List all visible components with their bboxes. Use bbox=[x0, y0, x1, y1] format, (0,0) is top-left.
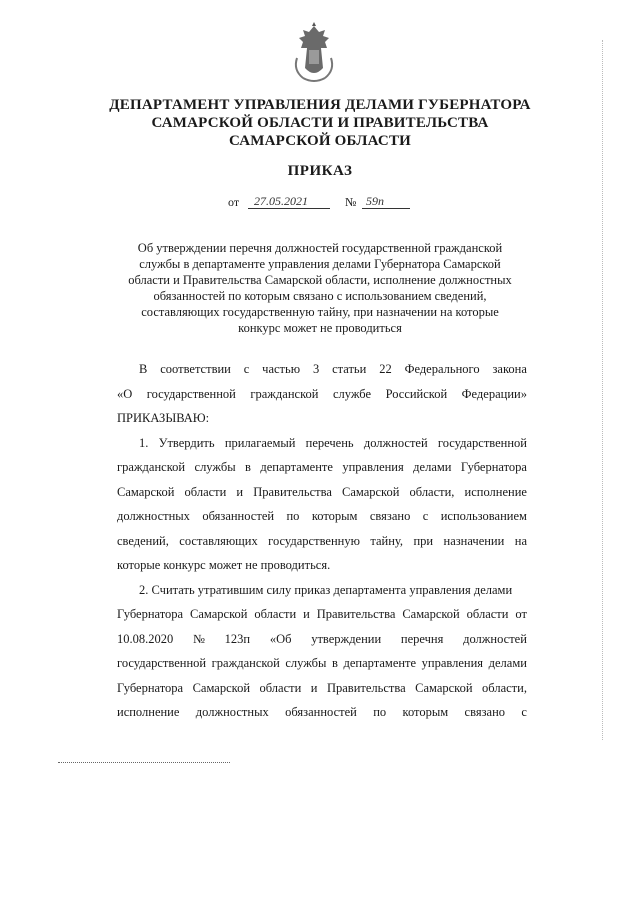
footnote-separator bbox=[58, 762, 230, 763]
body-word: связано bbox=[369, 509, 411, 523]
body-line bbox=[117, 700, 527, 725]
body-word: 123п bbox=[224, 631, 251, 646]
body-word: должностных bbox=[117, 509, 190, 523]
body-word: статьи bbox=[332, 362, 367, 376]
body-word: службе bbox=[332, 386, 372, 401]
body-word: в bbox=[245, 460, 251, 474]
body-word: назначении bbox=[443, 533, 505, 548]
body-word: департаменте bbox=[260, 460, 333, 474]
body-word: департаменте bbox=[343, 656, 417, 670]
body-word: использованием bbox=[440, 509, 527, 523]
body-word: Утвердить bbox=[158, 435, 215, 450]
body-word: 2. Считать утратившим силу приказ департамента управления делами bbox=[139, 582, 513, 597]
body-word: и bbox=[236, 484, 244, 499]
body-word: Самарской bbox=[402, 607, 460, 621]
body-word: Российской bbox=[385, 386, 448, 401]
body-word: управления bbox=[342, 460, 404, 474]
body-word: с bbox=[521, 705, 527, 719]
body-line bbox=[117, 504, 527, 529]
body-word: службы bbox=[285, 656, 327, 670]
body-line bbox=[117, 529, 527, 554]
body-word: должностных bbox=[195, 705, 269, 719]
body-word: Федерального bbox=[404, 362, 480, 376]
body-word: которым bbox=[402, 705, 449, 719]
body-word: области, bbox=[482, 680, 527, 695]
body-word: № bbox=[192, 631, 205, 646]
body-word: по bbox=[286, 509, 300, 523]
date-value: 27.05.2021 bbox=[254, 194, 308, 208]
body-word: Самарской bbox=[190, 607, 248, 621]
body-word: области, bbox=[409, 484, 455, 499]
body-word: В bbox=[139, 362, 148, 376]
body-word: Губернатора bbox=[117, 680, 184, 695]
body-word: Правительства bbox=[253, 484, 332, 499]
body-word: должностей bbox=[363, 435, 428, 450]
body-line bbox=[117, 431, 527, 456]
department-line: САМАРСКОЙ ОБЛАСТИ И ПРАВИТЕЛЬСТВА bbox=[151, 115, 489, 131]
body-word: Губернатора bbox=[460, 460, 527, 474]
body-word: Федерации» bbox=[461, 386, 527, 401]
body-word: Губернатора bbox=[117, 607, 184, 621]
body-line bbox=[117, 382, 527, 407]
body-word: 1. bbox=[139, 435, 149, 450]
body-word: тайну, bbox=[370, 533, 404, 548]
body-word: сведений, bbox=[117, 533, 169, 548]
body-line bbox=[117, 578, 527, 603]
body-word: на bbox=[514, 533, 527, 548]
body-word: закона bbox=[492, 362, 527, 376]
document-body bbox=[117, 357, 527, 725]
body-word: частью bbox=[262, 362, 301, 376]
body-word: связано bbox=[464, 705, 506, 719]
body-word: Самарской bbox=[192, 680, 251, 695]
subject-line: конкурс может не проводиться bbox=[238, 321, 402, 335]
body-word: области bbox=[466, 607, 509, 621]
date-label: от bbox=[228, 195, 240, 209]
body-word: «О bbox=[117, 386, 133, 401]
body-word: 10.08.2020 bbox=[117, 631, 174, 646]
body-word: должностей bbox=[463, 631, 527, 646]
body-word: делами bbox=[488, 656, 527, 670]
body-line bbox=[117, 480, 527, 505]
body-word: перечня bbox=[400, 631, 444, 646]
body-word: прилагаемый bbox=[224, 435, 296, 450]
body-line bbox=[117, 357, 527, 382]
document-type-title: ПРИКАЗ bbox=[287, 163, 353, 179]
document-subject bbox=[110, 240, 530, 336]
subject-line: Об утверждении перечня должностей государственной гражданской bbox=[137, 241, 503, 255]
body-line bbox=[117, 455, 527, 480]
body-word: гражданской bbox=[250, 386, 319, 401]
body-word: государственную bbox=[268, 533, 360, 548]
body-line bbox=[117, 602, 527, 627]
body-word: делами bbox=[413, 460, 452, 474]
body-word: с bbox=[422, 509, 429, 523]
body-word: Правительства bbox=[326, 680, 406, 695]
body-word: исполнение bbox=[117, 705, 180, 719]
body-word: области bbox=[259, 680, 302, 695]
body-word: по bbox=[373, 705, 387, 719]
body-line bbox=[117, 627, 527, 652]
body-word: составляющих bbox=[179, 533, 258, 548]
number-label: № bbox=[345, 195, 357, 209]
body-word: «Об bbox=[269, 631, 292, 646]
body-word: которые конкурс может не проводиться. bbox=[117, 558, 331, 572]
body-word: управления bbox=[421, 656, 484, 670]
body-word: 3 bbox=[312, 362, 320, 376]
body-word: от bbox=[515, 607, 527, 621]
number-value: 59п bbox=[366, 194, 384, 208]
scan-edge-mark bbox=[602, 40, 611, 740]
body-line bbox=[117, 406, 527, 431]
department-header bbox=[100, 96, 540, 150]
body-word: гражданской bbox=[117, 460, 186, 474]
body-word: и bbox=[303, 607, 310, 621]
body-word: соответствии bbox=[160, 362, 231, 376]
body-word: службы bbox=[194, 460, 236, 474]
body-line bbox=[117, 553, 527, 578]
body-word: Самарской bbox=[341, 484, 400, 499]
body-word: которым bbox=[311, 509, 358, 523]
body-word: области bbox=[254, 607, 297, 621]
body-word: Самарской bbox=[117, 484, 175, 499]
subject-line: составляющих государственную тайну, при назначении на которые bbox=[141, 305, 499, 319]
body-word: государственной bbox=[146, 386, 236, 401]
body-line bbox=[117, 651, 527, 676]
subject-line: службы в департаменте управления делами Губернатора Самарской bbox=[139, 257, 501, 271]
body-word: при bbox=[413, 533, 434, 548]
body-word: перечень bbox=[305, 435, 354, 450]
body-word: государственной bbox=[117, 656, 207, 670]
body-word: гражданской bbox=[211, 656, 280, 670]
body-word: исполнение bbox=[464, 484, 527, 499]
body-word: ПРИКАЗЫВАЮ: bbox=[117, 411, 210, 425]
department-line: САМАРСКОЙ ОБЛАСТИ bbox=[228, 133, 412, 149]
body-word: 22 bbox=[379, 362, 392, 376]
department-line: ДЕПАРТАМЕНТ УПРАВЛЕНИЯ ДЕЛАМИ ГУБЕРНАТОРА bbox=[109, 97, 531, 113]
body-word: обязанностей bbox=[285, 705, 357, 719]
body-word: Правительства bbox=[316, 607, 396, 621]
order-date-number bbox=[228, 195, 428, 213]
subject-line: области и Правительства Самарской области, исполнение должностных bbox=[128, 273, 512, 287]
body-word: государственной bbox=[437, 435, 527, 450]
subject-line: обязанностей по которым связано с использованием сведений, bbox=[153, 289, 487, 303]
coat-of-arms-icon bbox=[289, 22, 339, 84]
body-word: обязанностей bbox=[202, 509, 275, 523]
body-word: в bbox=[332, 656, 338, 670]
body-line bbox=[117, 676, 527, 701]
body-word: утверждении bbox=[311, 631, 382, 646]
body-word: с bbox=[243, 362, 250, 376]
body-word: Самарской bbox=[415, 680, 473, 695]
body-word: и bbox=[310, 680, 318, 695]
body-word: области bbox=[184, 484, 227, 499]
